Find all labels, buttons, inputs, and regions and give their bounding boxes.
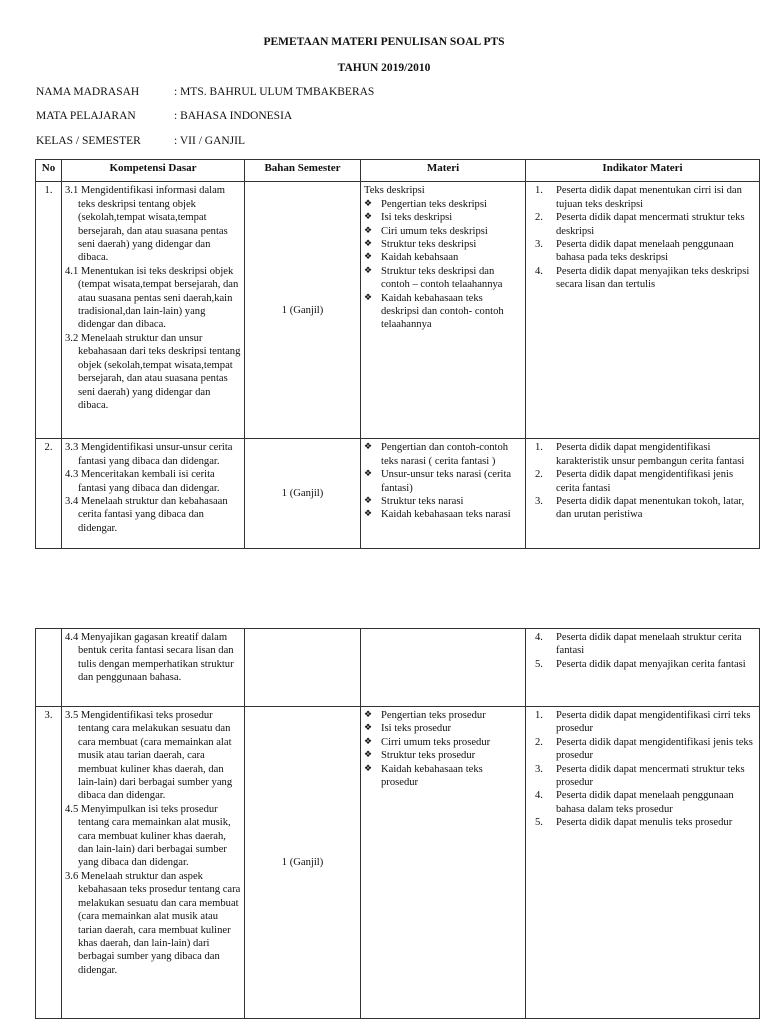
indikator-item — [529, 658, 756, 671]
info-label: MATA PELAJARAN — [36, 110, 136, 122]
materi-item: ❖ Pengertian teks deskripsi — [364, 198, 522, 211]
indikator-item — [529, 495, 756, 522]
mapping-table-page-2 — [35, 628, 760, 1019]
kompetensi-dasar-cell — [62, 629, 245, 707]
materi-item: ❖ Struktur teks prosedur — [364, 749, 522, 762]
indikator-text: Peserta didik dapat menyajikan teks deskripsi secara lisan dan tertulis — [556, 265, 750, 291]
materi-item: ❖ Kaidah kebahsaan — [364, 251, 522, 264]
kd-item: 4.4 Menyajikan gagasan kreatif dalam bentuk cerita fantasi secara lisan dan tulis dengan memperhatikan struktur dan penggunaan bahasa. — [65, 632, 234, 684]
indikator-number: 3. — [535, 496, 543, 508]
materi-item: ❖ Pengertian teks prosedur — [364, 709, 522, 722]
kd-item: 3.5 Mengidentifikasi teks prosedur tentang cara melakukan sesuatu dan cara membuat (cara memainkan alat musik atau tarian daerah, cara membuat kuliner khas daerah, dan lain-lain) dari berbagai sumber yang dibaca dan didengar. — [65, 710, 233, 802]
bahan-semester-cell: 1 (Ganjil) — [245, 182, 361, 439]
info-label: NAMA MADRASAH — [36, 86, 140, 98]
table-row — [36, 629, 760, 707]
kd-item: 3.1 Mengidentifikasi informasi dalam teks deskripsi tentang objek (sekolah,tempat wisata,tempat bersejarah, dan atau suasana pentas seni daerah) yang didengar dan dibaca. — [65, 185, 228, 264]
table-header-row — [36, 160, 760, 182]
info-value: : BAHASA INDONESIA — [174, 110, 293, 122]
indikator-number: 4. — [535, 265, 543, 277]
indikator-text: Peserta didik dapat menentukan cirri isi dan tujuan teks deskripsi — [556, 185, 742, 210]
kd-item: 3.4 Menelaah struktur dan kebahasaan cerita fantasi yang dibaca dan didengar. — [65, 496, 228, 534]
indikator-cell — [526, 629, 760, 707]
indikator-text: Peserta didik dapat menelaah penggunaan bahasa pada teks deskripsi — [556, 239, 734, 264]
row-number: 3. — [36, 707, 62, 1019]
row-number — [36, 629, 62, 707]
materi-item: ❖ Cirri umum teks prosedur — [364, 736, 522, 749]
indikator-item — [529, 265, 756, 292]
kd-item: 3.6 Menelaah struktur dan aspek kebahasaan teks prosedur tentang cara melakukan sesuatu dan cara membuat (cara memainkan alat musik atau tarian daerah, cara membuat kuliner khas daerah, dan lain-lain) dari berbagai sumber yang dibaca dan didengar. — [65, 870, 241, 976]
materi-item: ❖ Struktur teks deskripsi dan contoh – contoh telaahannya — [364, 265, 522, 292]
indikator-cell — [526, 707, 760, 1019]
column-header: No — [36, 160, 62, 182]
indikator-text: Peserta didik dapat mengidentifikasi cirri teks prosedur — [556, 710, 751, 735]
kompetensi-dasar-cell — [62, 439, 245, 549]
row-number: 1. — [36, 182, 62, 439]
kd-item: 4.5 Menyimpulkan isi teks prosedur tentang cara memainkan alat musik, cara membuat kuliner khas daerah, dan lain-lain) dari berbagai sumber yang dibaca dan didengar. — [65, 803, 231, 869]
indikator-number: 5. — [535, 817, 543, 829]
document-year: TAHUN 2019/2010 — [337, 62, 431, 74]
indikator-text: Peserta didik dapat mencermati struktur teks deskripsi — [556, 212, 745, 237]
indikator-text: Peserta didik dapat menelaah penggunaan bahasa dalam teks prosedur — [556, 790, 734, 815]
kd-item: 4.3 Menceritakan kembali isi cerita fantasi yang dibaca dan didengar. — [65, 469, 220, 494]
bahan-semester-cell: 1 (Ganjil) — [245, 707, 361, 1019]
mapping-table-page-1 — [35, 159, 760, 549]
indikator-item — [529, 238, 756, 265]
kd-item: 3.3 Mengidentifikasi unsur-unsur cerita fantasi yang dibaca dan didengar. — [65, 442, 233, 467]
indikator-text: Peserta didik dapat mengidentifikasi jenis cerita fantasi — [556, 469, 734, 494]
indikator-number: 5. — [535, 658, 543, 670]
indikator-number: 1. — [535, 710, 543, 721]
indikator-number: 3. — [535, 763, 543, 775]
indikator-text: Peserta didik dapat mengidentifikasi karakteristik unsur pembangun cerita fantasi — [556, 442, 745, 467]
info-value: : MTS. BAHRUL ULUM TMBAKBERAS — [174, 86, 375, 98]
materi-item: ❖ Kaidah kebahasaan teks prosedur — [364, 763, 522, 790]
table-row — [36, 439, 760, 549]
materi-cell — [361, 707, 526, 1019]
indikator-item — [529, 736, 756, 763]
materi-heading: Teks deskripsi — [364, 185, 425, 197]
indikator-text: Peserta didik dapat menentukan tokoh, latar, dan urutan peristiwa — [556, 496, 745, 521]
indikator-number: 4. — [535, 632, 543, 643]
bahan-semester-cell: 1 (Ganjil) — [245, 439, 361, 549]
indikator-number: 1. — [535, 442, 543, 454]
kompetensi-dasar-cell — [62, 707, 245, 1019]
indikator-item — [529, 211, 756, 238]
indikator-item — [529, 468, 756, 495]
info-label: KELAS / SEMESTER — [36, 135, 141, 147]
indikator-cell — [526, 182, 760, 439]
kd-item: 3.2 Menelaah struktur dan unsur kebahasaan dari teks deskripsi tentang objek (sekolah,tempat wisata,tempat bersejarah, dan atau suasana pentas seni daerah) yang didengar dan dibaca. — [65, 332, 241, 411]
indikator-number: 4. — [535, 790, 543, 802]
materi-item: ❖ Isi teks deskripsi — [364, 211, 522, 224]
column-header: Indikator Materi — [526, 160, 760, 182]
materi-cell — [361, 439, 526, 549]
indikator-item — [529, 709, 756, 736]
materi-cell — [361, 629, 526, 707]
indikator-text: Peserta didik dapat menyajikan cerita fantasi — [556, 658, 746, 670]
materi-item: ❖ Pengertian dan contoh-contoh teks narasi ( cerita fantasi ) — [364, 441, 522, 468]
indikator-item — [529, 184, 756, 211]
indikator-item — [529, 631, 756, 658]
indikator-text: Peserta didik dapat menulis teks prosedur — [556, 817, 733, 829]
column-header: Materi — [361, 160, 526, 182]
materi-item: ❖ Ciri umum teks deskripsi — [364, 225, 522, 238]
indikator-number: 2. — [535, 736, 543, 748]
document-title: PEMETAAN MATERI PENULISAN SOAL PTS — [263, 36, 505, 48]
indikator-text: Peserta didik dapat mencermati struktur teks prosedur — [556, 763, 745, 789]
materi-item: ❖ Struktur teks narasi — [364, 495, 522, 508]
indikator-text: Peserta didik dapat menelaah struktur cerita fantasi — [556, 632, 742, 657]
indikator-item — [529, 441, 756, 468]
bahan-semester-cell — [245, 629, 361, 707]
column-header: Bahan Semester — [245, 160, 361, 182]
kompetensi-dasar-cell — [62, 182, 245, 439]
indikator-item — [529, 816, 756, 829]
indikator-number: 3. — [535, 239, 543, 251]
kd-item: 4.1 Menentukan isi teks deskripsi objek (tempat wisata,tempat bersejarah, dan atau suasana pentas seni daerah,kain tradisional,dan lain-lain) yang didengar dan dibaca. — [65, 265, 239, 331]
indikator-item — [529, 763, 756, 790]
materi-item: ❖ Unsur-unsur teks narasi (cerita fantasi) — [364, 468, 522, 495]
indikator-cell — [526, 439, 760, 549]
row-number: 2. — [36, 439, 62, 549]
info-value: : VII / GANJIL — [174, 135, 246, 147]
table-row — [36, 707, 760, 1019]
materi-item: ❖ Isi teks prosedur — [364, 722, 522, 735]
column-header: Kompetensi Dasar — [62, 160, 245, 182]
table-row — [36, 182, 760, 439]
materi-item: ❖ Struktur teks deskripsi — [364, 238, 522, 251]
materi-item: ❖ Kaidah kebahasaan teks deskripsi dan contoh- contoh telaahannya — [364, 292, 522, 332]
indikator-item — [529, 789, 756, 816]
indikator-number: 2. — [535, 212, 543, 224]
materi-cell — [361, 182, 526, 439]
indikator-number: 2. — [535, 469, 543, 481]
indikator-number: 1. — [535, 185, 543, 197]
materi-item: ❖ Kaidah kebahasaan teks narasi — [364, 508, 522, 521]
indikator-text: Peserta didik dapat mengidentifikasi jenis teks prosedur — [556, 736, 753, 762]
